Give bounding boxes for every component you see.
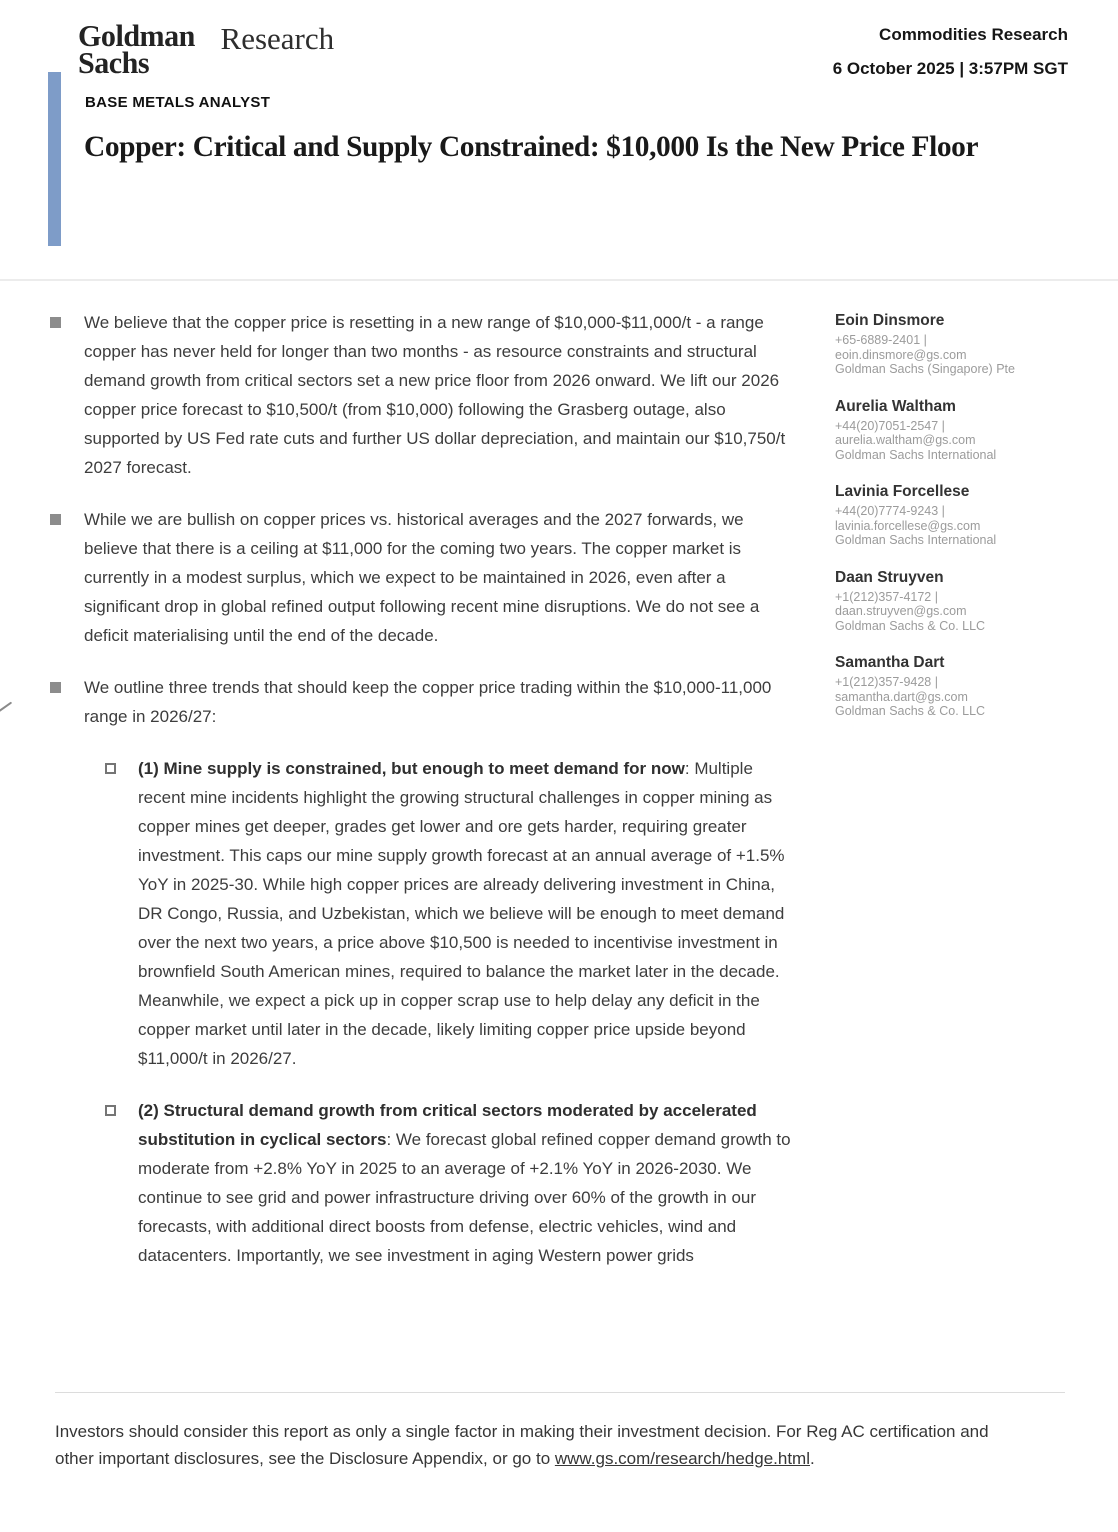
analyst-card: [835, 569, 1065, 634]
list-item: [50, 754, 802, 1073]
analyst-contact-list: [835, 312, 1065, 740]
analyst-name: Eoin Dinsmore: [835, 312, 945, 329]
bullet-body-text: : Multiple recent mine incidents highlight the growing structural challenges in copper mining as copper mines get deeper, grades get lower and ore gets harder, requiring greater investment. This caps our mine supply growth forecast at an annual average of +1.5% YoY in 2025-30. While high copper prices are already delivering investment in China, DR Congo, Russia, and Uzbekistan, which we believe will be enough to meet demand over the next two years, a price above $10,500 is needed to incentivise investment in brownfield South American mines, required to balance the market later in the decade. Meanwhile, we expect a pick up in copper scrap use to help delay any deficit in the copper market until later in the decade, likely limiting copper price upside beyond $11,000/t in 2026/27.: [138, 759, 785, 1068]
disclosure-body: Investors should consider this report as only a single factor in making their investment decision. For Reg AC certification and other important disclosures, see the Disclosure Appendix, or go to: [55, 1422, 989, 1468]
list-item: [50, 1096, 802, 1270]
analyst-name: Lavinia Forcellese: [835, 483, 970, 500]
analyst-email: samantha.dart@gs.com: [835, 689, 968, 704]
bullet-square-outline-icon: [105, 1105, 116, 1116]
analyst-card: [835, 483, 1065, 548]
logo-line-sachs: Sachs: [78, 45, 150, 81]
bullet-paragraph: [138, 754, 800, 1073]
analyst-name: Samantha Dart: [835, 654, 945, 671]
analyst-email: eoin.dinsmore@gs.com: [835, 347, 967, 362]
analyst-phone: +1(212)357-4172 |: [835, 589, 938, 604]
analyst-phone: +44(20)7774-9243 |: [835, 504, 945, 518]
scan-artifact-mark: [0, 702, 12, 713]
analyst-card: [835, 654, 1065, 719]
analyst-phone: +1(212)357-9428 |: [835, 675, 938, 689]
analyst-firm: Goldman Sachs International: [835, 447, 997, 462]
header-divider: [0, 279, 1118, 281]
analyst-phone: +44(20)7051-2547 |: [835, 418, 945, 433]
bullet-square-icon: [50, 317, 61, 328]
analyst-firm: Goldman Sachs & Co. LLC: [835, 704, 986, 718]
bullet-square-icon: [50, 682, 61, 693]
goldman-sachs-research-logo: [78, 18, 335, 81]
bullet-bold-lead: (1) Mine supply is constrained, but enough to meet demand for now: [138, 759, 685, 778]
summary-bullet-list: [50, 308, 802, 1293]
list-item: [50, 673, 802, 731]
bullet-square-outline-icon: [105, 763, 116, 774]
analyst-firm: Goldman Sachs (Singapore) Pte: [835, 362, 1015, 376]
bullet-paragraph: We believe that the copper price is resetting in a new range of $10,000-$11,000/t - a range copper has never held for longer than two months - as resource constraints and structural demand growth from critical sectors set a new price floor from 2026 onward. We lift our 2026 copper price forecast to $10,500/t (from $10,000) following the Grasberg outage, also supported by US Fed rate cuts and further US dollar depreciation, and maintain our $10,750/t 2027 forecast.: [84, 313, 786, 477]
list-item: [50, 505, 802, 650]
logo-research-label: Research: [220, 21, 335, 56]
bullet-paragraph: We outline three trends that should keep the copper price trading within the $10,000-11,000 range in 2026/27:: [84, 678, 772, 726]
analyst-name: Aurelia Waltham: [835, 397, 956, 415]
analyst-name: Daan Struyven: [835, 568, 944, 586]
analyst-firm: Goldman Sachs & Co. LLC: [835, 618, 986, 633]
disclosure-link[interactable]: www.gs.com/research/hedge.html: [554, 1449, 810, 1468]
footer-divider: [55, 1392, 1065, 1393]
analyst-email: lavinia.forcellese@gs.com: [835, 518, 981, 533]
division-label: Commodities Research: [879, 25, 1068, 44]
goldman-sachs-wordmark: [78, 18, 195, 81]
bullet-paragraph: While we are bullish on copper prices vs. historical averages and the 2027 forwards, we believe that there is a ceiling at $11,000 for the coming two years. The copper market is currently in a modest surplus, which we expect to be maintained in 2026, even after a significant drop in global refined output following recent mine disruptions. We do not see a deficit materialising until the end of the decade.: [84, 510, 760, 645]
analyst-phone: +65-6889-2401 |: [835, 333, 927, 347]
bullet-paragraph: [138, 1096, 800, 1270]
title-accent-bar: [48, 72, 61, 246]
disclosure-text: [55, 1418, 1015, 1472]
analyst-card: [835, 312, 1065, 377]
header-right-meta: [833, 25, 1068, 79]
analyst-card: [835, 398, 1065, 463]
disclosure-period: .: [809, 1449, 815, 1468]
analyst-email: daan.struyven@gs.com: [835, 604, 967, 618]
bullet-body-text: : We forecast global refined copper demand growth to moderate from +2.8% YoY in 2025 to an average of +2.1% YoY in 2026-2030. We continue to see grid and power infrastructure driving over 60% of the growth in our forecasts, with additional direct boosts from defense, electric vehicles, wind and datacenters. Importantly, we see investment in aging Western power grids: [138, 1130, 791, 1265]
analyst-email: aurelia.waltham@gs.com: [835, 433, 976, 447]
list-item: [50, 308, 802, 482]
section-kicker: BASE METALS ANALYST: [85, 94, 271, 111]
logo-line-goldman: Goldman: [78, 18, 195, 53]
bullet-bold-lead: (2) Structural demand growth from critical sectors moderated by accelerated substitution in cyclical sectors: [138, 1101, 757, 1149]
report-datetime: 6 October 2025 | 3:57PM SGT: [832, 59, 1068, 78]
bullet-square-icon: [50, 514, 61, 525]
analyst-firm: Goldman Sachs International: [835, 533, 997, 547]
page-title: Copper: Critical and Supply Constrained: $10,000 Is the New Price Floor: [84, 130, 979, 163]
